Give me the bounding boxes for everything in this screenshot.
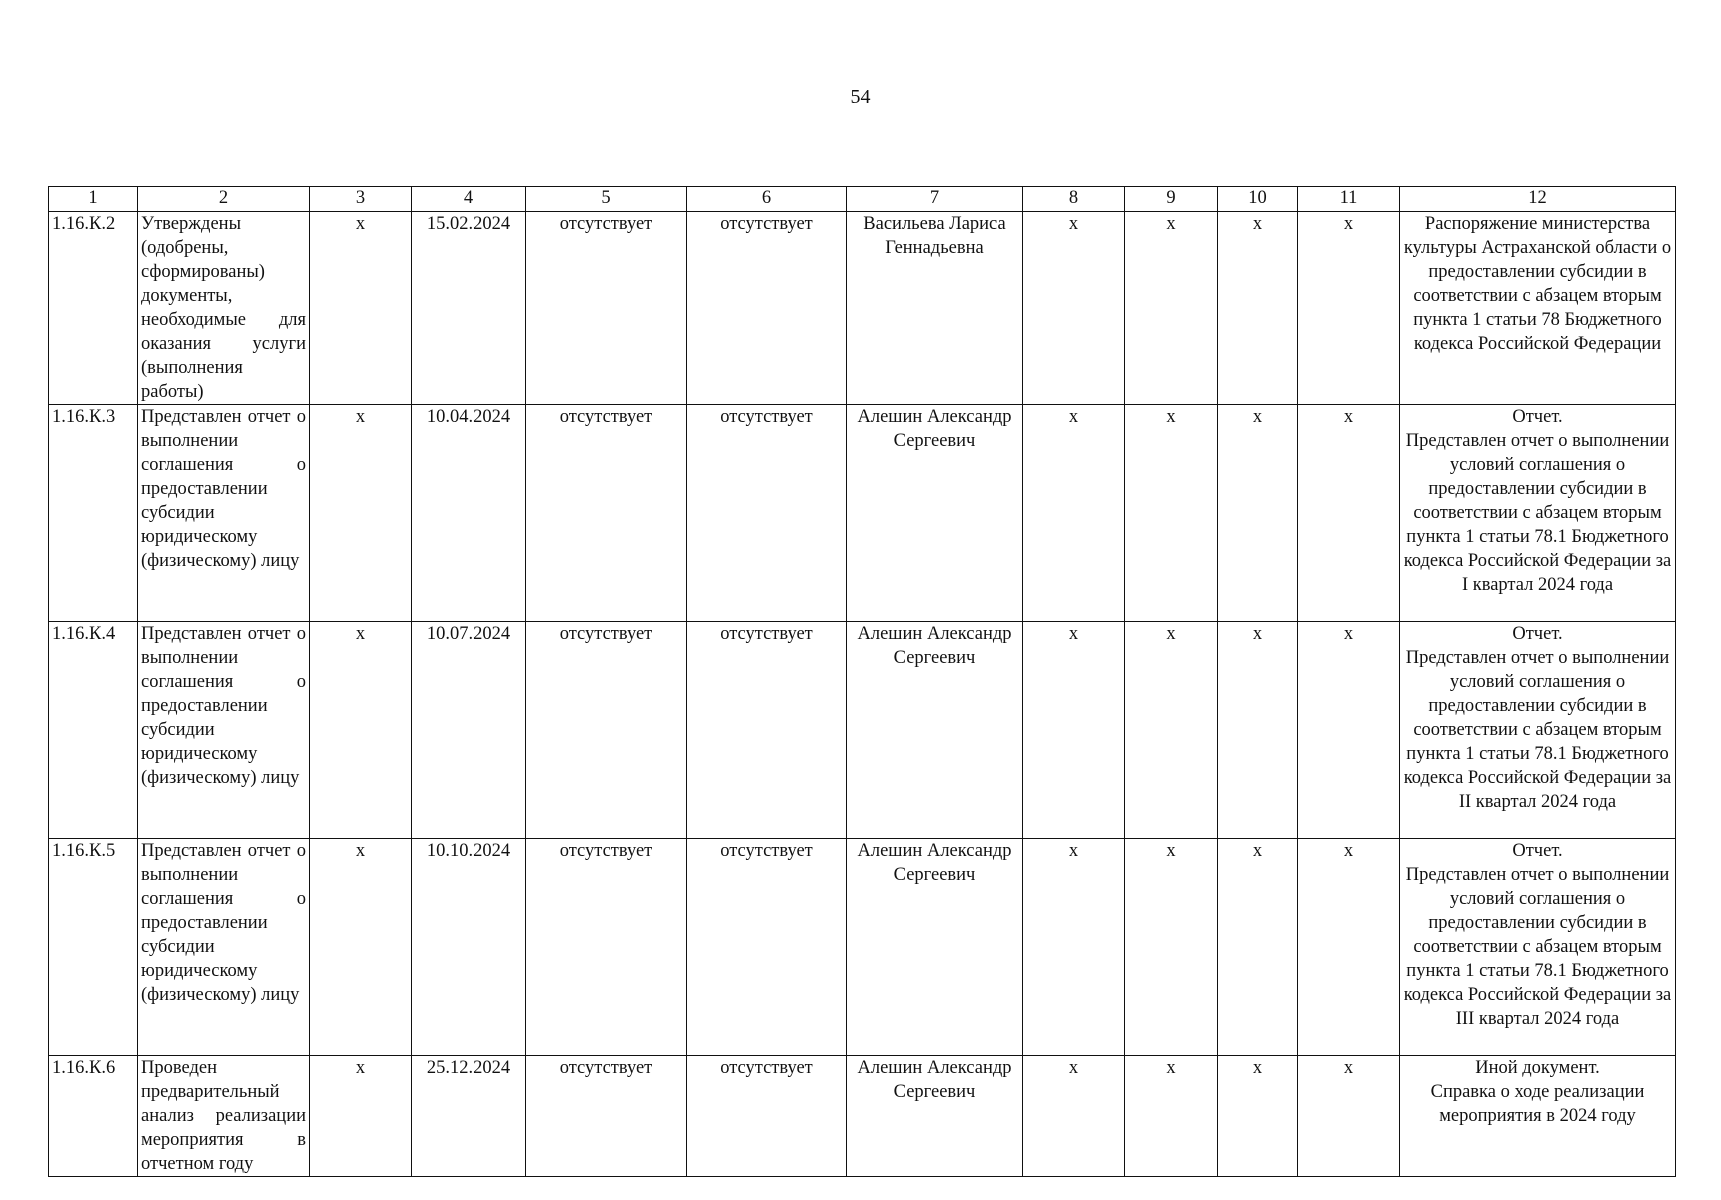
row-document (1400, 839, 1676, 1056)
row-cell-10: x (1218, 622, 1298, 839)
row-name: Представлен отчет о выполнении соглашения о предоставлении субсидии юридическому (физическому) лицу (138, 622, 310, 839)
row-cell-8: x (1023, 622, 1125, 839)
column-header: 5 (526, 187, 687, 212)
row-date: 10.10.2024 (412, 839, 526, 1056)
row-cell-6: отсутствует (687, 405, 847, 622)
column-header: 12 (1400, 187, 1676, 212)
row-cell-11: x (1298, 839, 1400, 1056)
column-header: 1 (49, 187, 138, 212)
row-cell-5: отсутствует (526, 212, 687, 405)
row-document (1400, 1056, 1676, 1177)
row-document-title: Отчет. (1512, 407, 1563, 427)
row-responsible: Алешин Александр Сергеевич (847, 839, 1023, 1056)
row-responsible: Алешин Александр Сергеевич (847, 1056, 1023, 1177)
row-document (1400, 212, 1676, 405)
column-header: 8 (1023, 187, 1125, 212)
row-date: 10.07.2024 (412, 622, 526, 839)
column-header: 7 (847, 187, 1023, 212)
row-document-text: Представлен отчет о выполнении условий соглашения о предоставлении субсидии в соответствии с абзацем вторым пункта 1 статьи 78.1 Бюджетного кодекса Российской Федерации за II квартал 2024 года (1403, 648, 1672, 812)
row-document-text: Распоряжение министерства культуры Астраханской области о предоставлении субсидии в соответствии с абзацем вторым пункта 1 статьи 78 Бюджетного кодекса Российской Федерации (1403, 214, 1672, 354)
row-document-text: Представлен отчет о выполнении условий соглашения о предоставлении субсидии в соответствии с абзацем вторым пункта 1 статьи 78.1 Бюджетного кодекса Российской Федерации за I квартал 2024 года (1403, 431, 1672, 595)
row-cell-8: x (1023, 1056, 1125, 1177)
row-cell-10: x (1218, 1056, 1298, 1177)
row-cell-8: x (1023, 212, 1125, 405)
row-cell-9: x (1125, 212, 1218, 405)
column-header: 11 (1298, 187, 1400, 212)
table-row (49, 405, 1676, 622)
table-row (49, 622, 1676, 839)
row-name: Утверждены (одобрены, сформированы) документы, необходимые для оказания услуги (выполнения работы) (138, 212, 310, 405)
row-document (1400, 622, 1676, 839)
row-document-text: Справка о ходе реализации мероприятия в 2024 году (1430, 1082, 1645, 1126)
row-cell-6: отсутствует (687, 839, 847, 1056)
row-date: 15.02.2024 (412, 212, 526, 405)
row-id: 1.16.К.4 (49, 622, 138, 839)
row-id: 1.16.К.2 (49, 212, 138, 405)
table-row (49, 1056, 1676, 1177)
row-cell-3: x (310, 622, 412, 839)
row-name: Проведен предварительный анализ реализации мероприятия в отчетном году (138, 1056, 310, 1177)
row-cell-5: отсутствует (526, 405, 687, 622)
row-document (1400, 405, 1676, 622)
row-cell-11: x (1298, 1056, 1400, 1177)
row-responsible: Васильева Лариса Геннадьевна (847, 212, 1023, 405)
row-cell-11: x (1298, 405, 1400, 622)
row-cell-10: x (1218, 839, 1298, 1056)
row-id: 1.16.К.3 (49, 405, 138, 622)
row-id: 1.16.К.6 (49, 1056, 138, 1177)
row-name: Представлен отчет о выполнении соглашения о предоставлении субсидии юридическому (физическому) лицу (138, 839, 310, 1056)
control-points-table (48, 186, 1676, 1177)
row-date: 10.04.2024 (412, 405, 526, 622)
row-cell-8: x (1023, 839, 1125, 1056)
row-cell-3: x (310, 212, 412, 405)
page-number: 54 (850, 86, 871, 108)
column-header: 6 (687, 187, 847, 212)
column-header: 3 (310, 187, 412, 212)
row-cell-5: отсутствует (526, 839, 687, 1056)
row-cell-9: x (1125, 622, 1218, 839)
table-row (49, 212, 1676, 405)
row-document-title: Отчет. (1512, 841, 1563, 861)
row-cell-5: отсутствует (526, 1056, 687, 1177)
row-document-title: Иной документ. (1475, 1058, 1600, 1078)
row-document-title: Отчет. (1512, 624, 1563, 644)
row-id: 1.16.К.5 (49, 839, 138, 1056)
row-cell-3: x (310, 405, 412, 622)
row-cell-3: x (310, 1056, 412, 1177)
table-row (49, 839, 1676, 1056)
column-header: 2 (138, 187, 310, 212)
row-cell-10: x (1218, 405, 1298, 622)
row-responsible: Алешин Александр Сергеевич (847, 622, 1023, 839)
row-cell-9: x (1125, 1056, 1218, 1177)
row-cell-11: x (1298, 622, 1400, 839)
row-cell-11: x (1298, 212, 1400, 405)
row-name: Представлен отчет о выполнении соглашения о предоставлении субсидии юридическому (физическому) лицу (138, 405, 310, 622)
row-cell-9: x (1125, 405, 1218, 622)
row-cell-10: x (1218, 212, 1298, 405)
row-cell-9: x (1125, 839, 1218, 1056)
header-row (49, 187, 1676, 212)
row-cell-6: отсутствует (687, 622, 847, 839)
column-header: 9 (1125, 187, 1218, 212)
column-header: 10 (1218, 187, 1298, 212)
row-cell-6: отсутствует (687, 1056, 847, 1177)
row-date: 25.12.2024 (412, 1056, 526, 1177)
row-cell-6: отсутствует (687, 212, 847, 405)
row-cell-8: x (1023, 405, 1125, 622)
row-cell-3: x (310, 839, 412, 1056)
column-header: 4 (412, 187, 526, 212)
row-document-text: Представлен отчет о выполнении условий соглашения о предоставлении субсидии в соответствии с абзацем вторым пункта 1 статьи 78.1 Бюджетного кодекса Российской Федерации за III квартал 2024 года (1403, 865, 1672, 1029)
row-cell-5: отсутствует (526, 622, 687, 839)
row-responsible: Алешин Александр Сергеевич (847, 405, 1023, 622)
